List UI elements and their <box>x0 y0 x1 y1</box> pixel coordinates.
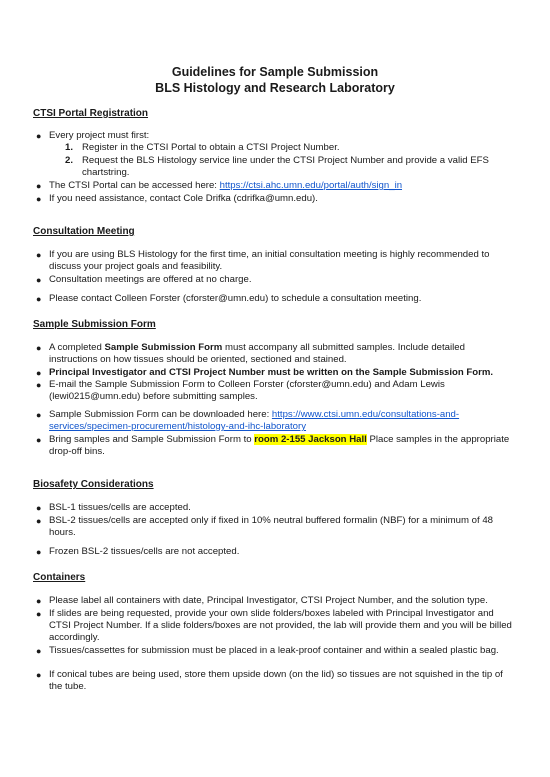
number-label: 2. <box>65 155 74 166</box>
sample-form-download-link[interactable]: https://www.ctsi.umn.edu/consultations-and-services/specimen-procurement/histology-and-ihc-laboratory <box>49 409 460 433</box>
bullet-icon: ● <box>36 435 42 445</box>
document-title: Guidelines for Sample Submission <box>171 65 379 79</box>
bullet-icon: ● <box>36 410 42 420</box>
section-heading-biosafety: Biosafety Considerations <box>33 479 154 490</box>
list-item: ● BSL-1 tissues/cells are accepted. <box>36 502 191 513</box>
bullet-icon: ● <box>36 670 42 680</box>
bullet-icon: ● <box>36 368 42 378</box>
list-item: ● A completed Sample Submission Form must accompany all submitted samples. Include detailed instructions on how tissues should be oriented, sectioned and stained. <box>36 342 465 366</box>
list-item: ● Please label all containers with date, Principal Investigator, CTSI Project Number, and the solution type. <box>36 595 488 606</box>
list-item: ● Frozen BSL-2 tissues/cells are not accepted. <box>36 546 240 557</box>
bullet-icon: ● <box>36 547 42 557</box>
bullet-icon: ● <box>36 181 42 191</box>
list-item: ● If conical tubes are being used, store them upside down (on the lid) so tissues are not squished in the tip of the tube. <box>36 669 503 693</box>
bullet-icon: ● <box>36 596 42 606</box>
list-item: ● BSL-2 tissues/cells are accepted only if fixed in 10% neutral buffered formalin (NBF) for a minimum of 48 hours. <box>36 515 494 539</box>
room-highlight: room 2-155 Jackson Hall <box>254 434 367 445</box>
list-item: ● Tissues/cassettes for submission must be placed in a leak-proof container and within a sealed plastic bag. <box>36 645 499 656</box>
bullet-icon: ● <box>36 275 42 285</box>
ctsi-portal-link[interactable]: https://ctsi.ahc.umn.edu/portal/auth/sign_in <box>219 180 403 191</box>
bullet-icon: ● <box>36 380 42 390</box>
bullet-icon: ● <box>36 250 42 260</box>
bullet-icon: ● <box>36 503 42 513</box>
list-item: ● Sample Submission Form can be downloaded here: https://www.ctsi.umn.edu/consultations-and-services/specimen-procurement/histology-and-ihc-laboratory <box>36 409 460 433</box>
list-item: ● Bring samples and Sample Submission Form to room 2-155 Jackson Hall Place samples in the appropriate drop-off bins. <box>36 434 510 458</box>
section-heading-sample-form: Sample Submission Form <box>33 319 156 330</box>
document-subtitle: BLS Histology and Research Laboratory <box>155 81 395 95</box>
number-label: 1. <box>65 142 74 153</box>
list-item: ● If slides are being requested, provide your own slide folders/boxes labeled with Principal Investigator and CTSI Project Number. If a slide folders/boxes are not provided, the lab will provide them and you will be billed accordingly. <box>36 608 512 644</box>
bullet-icon: ● <box>36 294 42 304</box>
section-heading-ctsi-portal: CTSI Portal Registration <box>33 108 149 119</box>
list-item: ● Consultation meetings are offered at no charge. <box>36 274 252 285</box>
numbered-item: 2. Request the BLS Histology service line under the CTSI Project Number and provide a valid EFS chartstring. <box>65 155 489 179</box>
bullet-icon: ● <box>36 609 42 619</box>
section-heading-containers: Containers <box>33 572 86 583</box>
list-item: ● If you are using BLS Histology for the first time, an initial consultation meeting is highly recommended to discuss your project goals and feasibility. <box>36 249 490 273</box>
list-item: ● Please contact Colleen Forster (cforster@umn.edu) to schedule a consultation meeting. <box>36 293 422 304</box>
list-item: ● The CTSI Portal can be accessed here: https://ctsi.ahc.umn.edu/portal/auth/sign_in <box>36 180 403 191</box>
bullet-icon: ● <box>36 194 42 204</box>
section-heading-consultation: Consultation Meeting <box>33 226 135 237</box>
list-item: ● Principal Investigator and CTSI Project Number must be written on the Sample Submission Form. <box>36 367 494 378</box>
list-item: ● Every project must first: <box>36 130 150 141</box>
list-item: ● If you need assistance, contact Cole Drifka (cdrifka@umn.edu). <box>36 193 318 204</box>
bullet-icon: ● <box>36 131 42 141</box>
bullet-icon: ● <box>36 646 42 656</box>
bullet-icon: ● <box>36 516 42 526</box>
bullet-icon: ● <box>36 343 42 353</box>
numbered-item: 1. Register in the CTSI Portal to obtain a CTSI Project Number. <box>65 142 340 153</box>
list-item: ● E-mail the Sample Submission Form to Colleen Forster (cforster@umn.edu) and Adam Lewis (lewi0215@umn.edu) before submitting samples. <box>36 379 445 403</box>
